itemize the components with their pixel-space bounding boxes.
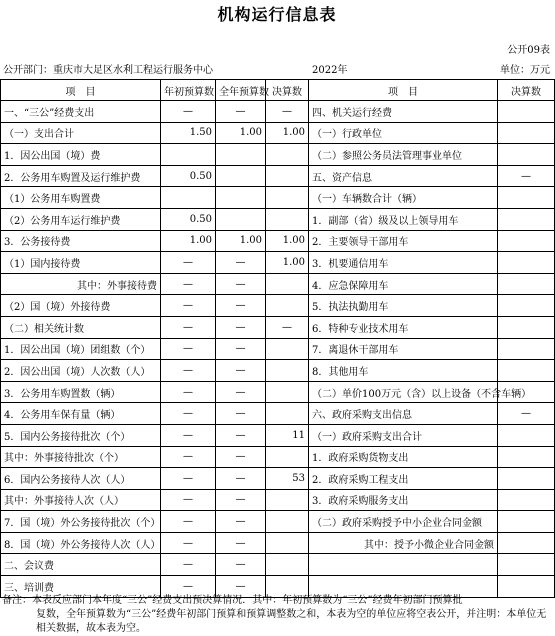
row-adjusted: — — [216, 403, 266, 425]
row-label-right: （二）政府采购授予中小企业合同金额 — [309, 511, 498, 533]
row-budget: — — [161, 295, 216, 317]
row-label-right: （二）单价100万元（含）以上设备（不含车辆） — [309, 381, 498, 403]
row-final: 1.00 — [266, 122, 309, 144]
row-adjusted: — — [216, 381, 266, 403]
header-budget: 年初预算数 — [161, 80, 216, 101]
department-label: 公开部门：重庆市大足区水利工程运行服务中心 — [3, 65, 213, 76]
row-label: 1．因公出国（境）费 — [1, 144, 161, 166]
row-label: 2．公务用车购置及运行维护费 — [1, 165, 161, 187]
table-row — [1, 187, 555, 209]
row-label-right: 3．机要通信用车 — [309, 252, 498, 274]
row-final — [266, 338, 309, 360]
table-row — [1, 468, 555, 490]
table-row — [1, 316, 555, 338]
row-adjusted — [216, 165, 266, 187]
unit-label: 单位：万元 — [500, 65, 550, 76]
row-final: 53 — [266, 468, 309, 490]
table-header-row — [1, 80, 555, 101]
row-adjusted: — — [216, 532, 266, 554]
row-label-right: 7．离退休干部用车 — [309, 338, 498, 360]
row-budget: 1.50 — [161, 122, 216, 144]
row-budget: — — [161, 424, 216, 446]
row-label-right: 其中：授予小微企业合同金额 — [309, 532, 498, 554]
table-row — [1, 446, 555, 468]
row-label-right: 1．政府采购货物支出 — [309, 446, 498, 468]
row-budget: — — [161, 101, 216, 123]
table-row — [1, 208, 555, 230]
row-final-right — [498, 230, 555, 252]
row-label-right — [309, 554, 498, 576]
page-title: 机构运行信息表 — [217, 5, 337, 24]
form-number: 公开09表 — [507, 45, 550, 56]
row-adjusted: — — [216, 101, 266, 123]
row-adjusted: — — [216, 360, 266, 382]
footnote — [2, 594, 554, 636]
row-adjusted: 1.00 — [216, 230, 266, 252]
row-label-right: （一）行政单位 — [309, 122, 498, 144]
row-budget: — — [161, 316, 216, 338]
row-final-right — [498, 554, 555, 576]
row-final — [266, 360, 309, 382]
table-row — [1, 338, 555, 360]
row-final-right — [498, 532, 555, 554]
row-final-right — [498, 273, 555, 295]
row-adjusted — [216, 208, 266, 230]
row-final — [266, 295, 309, 317]
row-final — [266, 511, 309, 533]
row-budget: — — [161, 381, 216, 403]
row-budget: — — [161, 252, 216, 274]
row-label-right: 五、资产信息 — [309, 165, 498, 187]
row-adjusted: — — [216, 576, 266, 598]
row-label: 1．因公出国（境）团组数（个） — [1, 338, 161, 360]
row-adjusted — [216, 144, 266, 166]
row-label-right: 3．政府采购服务支出 — [309, 489, 498, 511]
row-label: 其中：外事接待费 — [1, 273, 161, 295]
row-label: 4．公务用车保有量（辆） — [1, 403, 161, 425]
row-final-right — [498, 144, 555, 166]
row-label-right: 6．特种专业技术用车 — [309, 316, 498, 338]
row-final — [266, 165, 309, 187]
row-final — [266, 532, 309, 554]
row-label-right: 四、机关运行经费 — [309, 101, 498, 123]
row-final-right — [498, 468, 555, 490]
row-label: 其中：外事接待人次（人） — [1, 489, 161, 511]
row-adjusted: — — [216, 252, 266, 274]
row-budget: — — [161, 403, 216, 425]
row-label-right: （二）参照公务员法管理事业单位 — [309, 144, 498, 166]
row-final-right — [498, 424, 555, 446]
table-row — [1, 101, 555, 123]
row-budget: — — [161, 273, 216, 295]
row-final-right — [498, 252, 555, 274]
row-adjusted: — — [216, 511, 266, 533]
row-final-right — [498, 511, 555, 533]
header-item: 项 目 — [1, 80, 161, 101]
row-label: 6．国内公务接待人次（人） — [1, 468, 161, 490]
row-adjusted: — — [216, 554, 266, 576]
row-label: 3．公务用车购置数（辆） — [1, 381, 161, 403]
row-adjusted: — — [216, 424, 266, 446]
row-label-right: （一）车辆数合计（辆） — [309, 187, 498, 209]
row-final-right: — — [498, 165, 555, 187]
row-final-right — [498, 489, 555, 511]
row-final — [266, 144, 309, 166]
row-final-right — [498, 446, 555, 468]
row-adjusted: — — [216, 338, 266, 360]
row-final-right — [498, 338, 555, 360]
row-adjusted: — — [216, 316, 266, 338]
row-label: （2）国（境）外接待费 — [1, 295, 161, 317]
table-row — [1, 144, 555, 166]
row-adjusted: — — [216, 273, 266, 295]
table-row — [1, 511, 555, 533]
row-budget: 0.50 — [161, 208, 216, 230]
row-adjusted: — — [216, 295, 266, 317]
row-label: （2）公务用车运行维护费 — [1, 208, 161, 230]
table-row — [1, 532, 555, 554]
row-label: 7．国（境）外公务接待批次（个） — [1, 511, 161, 533]
row-final — [266, 381, 309, 403]
row-adjusted: — — [216, 446, 266, 468]
row-label: （二）相关统计数 — [1, 316, 161, 338]
row-budget — [161, 187, 216, 209]
row-budget: — — [161, 532, 216, 554]
row-final: 1.00 — [266, 230, 309, 252]
row-label-right: 2．政府采购工程支出 — [309, 468, 498, 490]
row-budget: — — [161, 360, 216, 382]
row-label: 二、会议费 — [1, 554, 161, 576]
row-label: （1）国内接待费 — [1, 252, 161, 274]
row-final — [266, 446, 309, 468]
table-row — [1, 554, 555, 576]
row-final: — — [266, 316, 309, 338]
row-final — [266, 187, 309, 209]
row-final: — — [266, 101, 309, 123]
row-final — [266, 554, 309, 576]
row-label: 8．国（境）外公务接待人次（人） — [1, 532, 161, 554]
row-budget: — — [161, 446, 216, 468]
row-final — [266, 273, 309, 295]
row-adjusted: — — [216, 489, 266, 511]
row-final: 1.00 — [266, 252, 309, 274]
row-final-right — [498, 295, 555, 317]
row-final-right — [498, 187, 555, 209]
table-row — [1, 489, 555, 511]
footnote-line-1: 备注：本表反应部门本年度“三公”经费支出预决算情况．其中：年初预算数为“三公”经费年初部门预算批 — [2, 595, 463, 606]
row-label-right: 2．主要领导干部用车 — [309, 230, 498, 252]
row-final-right — [498, 101, 555, 123]
row-label: 一、“三公”经费支出 — [1, 101, 161, 123]
row-label-right: 4．应急保障用车 — [309, 273, 498, 295]
row-label: 5．国内公务接待批次（个） — [1, 424, 161, 446]
meta-row — [0, 61, 554, 77]
row-label: 3．公务接待费 — [1, 230, 161, 252]
table-row — [1, 165, 555, 187]
row-final-right — [498, 208, 555, 230]
row-final-right: — — [498, 403, 555, 425]
table-row — [1, 122, 555, 144]
row-adjusted: 1.00 — [216, 122, 266, 144]
header-final-right: 决算数 — [498, 80, 555, 101]
row-label: （一）支出合计 — [1, 122, 161, 144]
row-adjusted — [216, 187, 266, 209]
report-year: 2022年 — [312, 65, 348, 76]
row-budget — [161, 144, 216, 166]
row-label: 其中：外事接待批次（个） — [1, 446, 161, 468]
row-budget: — — [161, 511, 216, 533]
row-label-right: 5．执法执勤用车 — [309, 295, 498, 317]
row-budget: — — [161, 489, 216, 511]
table-row — [1, 295, 555, 317]
row-label-right: （一）政府采购支出合计 — [309, 424, 498, 446]
row-final-right — [498, 360, 555, 382]
row-label: 三、培训费 — [1, 576, 161, 598]
table-row — [1, 381, 555, 403]
table-row — [1, 424, 555, 446]
header-final: 决算数 — [266, 80, 309, 101]
row-final-right — [498, 316, 555, 338]
row-adjusted: — — [216, 468, 266, 490]
row-budget: 1.00 — [161, 230, 216, 252]
row-budget: — — [161, 468, 216, 490]
table-row — [1, 403, 555, 425]
table-row — [1, 360, 555, 382]
row-label-right: 1．副部（省）级及以上领导用车 — [309, 208, 498, 230]
row-budget: 0.50 — [161, 165, 216, 187]
table-row — [1, 273, 555, 295]
row-final — [266, 403, 309, 425]
row-budget: — — [161, 338, 216, 360]
table-row — [1, 252, 555, 274]
row-label: （1）公务用车购置费 — [1, 187, 161, 209]
operation-info-table — [0, 79, 555, 598]
row-final — [266, 489, 309, 511]
row-budget: — — [161, 554, 216, 576]
row-final — [266, 208, 309, 230]
footnote-line-2: 复数，全年预算数为“三公”经费年初部门预算和预算调整数之和，本表为空的单位应将空表公开，并注明：本单位无相关数据，故本表为空。 — [36, 609, 547, 634]
row-final-right — [498, 122, 555, 144]
row-label-right: 六、政府采购支出信息 — [309, 403, 498, 425]
header-adjusted: 全年预算数 — [216, 80, 266, 101]
row-label: 2．因公出国（境）人次数（人） — [1, 360, 161, 382]
row-label-right: 8．其他用车 — [309, 360, 498, 382]
row-budget: — — [161, 576, 216, 598]
table-row — [1, 230, 555, 252]
header-item-right: 项 目 — [309, 80, 498, 101]
row-final: 11 — [266, 424, 309, 446]
